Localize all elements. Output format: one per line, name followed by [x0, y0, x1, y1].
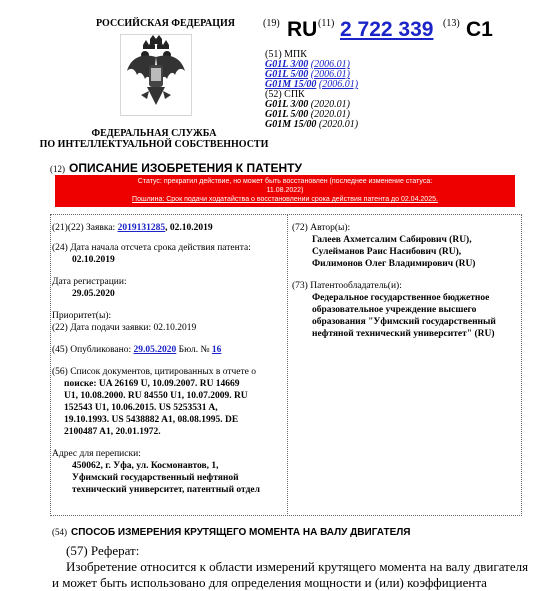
holder-label: (73) Патентообладатель(и):	[292, 281, 402, 291]
agency-name: ФЕДЕРАЛЬНАЯ СЛУЖБА ПО ИНТЕЛЛЕКТУАЛЬНОЙ СОБСТВЕННОСТИ	[39, 128, 269, 150]
patent-number-link[interactable]: 2 722 339	[340, 18, 434, 41]
start-date: 02.10.2019	[72, 255, 115, 265]
mpk-label: (51) МПК	[265, 49, 307, 60]
mpk-item[interactable]: G01L 3/00 (2006.01)	[265, 59, 350, 70]
classification-block	[265, 50, 358, 130]
application-number-link[interactable]: 2019131285	[117, 223, 166, 233]
country-name: РОССИЙСКАЯ ФЕДЕРАЦИЯ	[96, 18, 236, 29]
bulletin-number-link[interactable]: 16	[211, 345, 222, 355]
left-column	[52, 222, 284, 496]
address: 450062, г. Уфа, ул. Космонавтов, 1, Уфимский государственный нефтяной технический университет, патентный отдел	[72, 461, 260, 495]
address-label: Адрес для переписки:	[52, 449, 141, 459]
abstract-label: (57) Реферат:	[66, 543, 140, 558]
spk-label: (52) СПК	[265, 89, 305, 100]
application-line: (21)(22) Заявка: 2019131285, 02.10.2019	[52, 223, 213, 233]
column-divider	[287, 214, 288, 514]
code-13: (13)	[443, 18, 460, 29]
registration-label: Дата регистрации:	[52, 277, 127, 287]
right-column	[292, 222, 518, 340]
published-line: (45) Опубликовано: 29.05.2020 Бюл. № 16	[52, 345, 222, 355]
mpk-item[interactable]: G01L 5/00 (2006.01)	[265, 69, 350, 80]
priority-line: (22) Дата подачи заявки: 02.10.2019	[52, 323, 197, 333]
holder: Федеральное государственное бюджетное образовательное учреждение высшего образования "Уфимский государственный нефтяной технический университет" (RU)	[312, 293, 496, 339]
start-date-label: (24) Дата начала отсчета срока действия патента:	[52, 243, 251, 253]
authors-list: Галеев Ахметсалим Сабирович (RU), Сулейманов Раис Насибович (RU), Филимонов Олег Владимирович (RU)	[312, 235, 476, 269]
double-headed-eagle-icon	[121, 35, 191, 115]
document-title: (12) ОПИСАНИЕ ИЗОБРЕТЕНИЯ К ПАТЕНТУ	[50, 161, 302, 175]
mpk-item[interactable]: G01M 15/00 (2006.01)	[265, 79, 359, 90]
registration-date: 29.05.2020	[72, 289, 115, 299]
invention-title: (54) СПОСОБ ИЗМЕРЕНИЯ КРУТЯЩЕГО МОМЕНТА НА ВАЛУ ДВИГАТЕЛЯ	[52, 527, 411, 538]
status-banner: Статус: прекратил действие, но может быть восстановлен (последнее изменение статуса: 11.08.2022) Пошлина: Срок подачи ходатайства о восстановлении срока действия патента до 02.04.2025.	[55, 175, 515, 207]
kind-code: C1	[466, 18, 493, 41]
spk-item: G01M 15/00 (2020.01)	[265, 119, 359, 130]
priority-label: Приоритет(ы):	[52, 311, 112, 321]
cited-docs: (56) Список документов, цитированных в отчете о поиске: UA 26169 U, 10.09.2007. RU 14669 U1, 10.08.2000. RU 84550 U1, 10.07.2009. RU 152543 U1, 10.06.2015. US 5253531 A, 19.10.1993. US 5438882 A1, 08.08.1995. DE 2100487 A1, 20.01.1972.	[52, 367, 256, 437]
spk-item: G01L 3/00 (2020.01)	[265, 99, 350, 110]
published-date-link[interactable]: 29.05.2020	[133, 345, 177, 355]
country-code: RU	[287, 18, 318, 41]
authors-label: (72) Автор(ы):	[292, 223, 351, 233]
emblem-frame	[120, 34, 192, 116]
code-11: (11)	[318, 18, 335, 29]
code-19: (19)	[263, 18, 280, 29]
spk-item: G01L 5/00 (2020.01)	[265, 109, 350, 120]
abstract-text: Изобретение относится к области измерений крутящего момента на валу двигателя и может быть использовано для определения мощности и (или) коэффициента	[52, 559, 529, 590]
